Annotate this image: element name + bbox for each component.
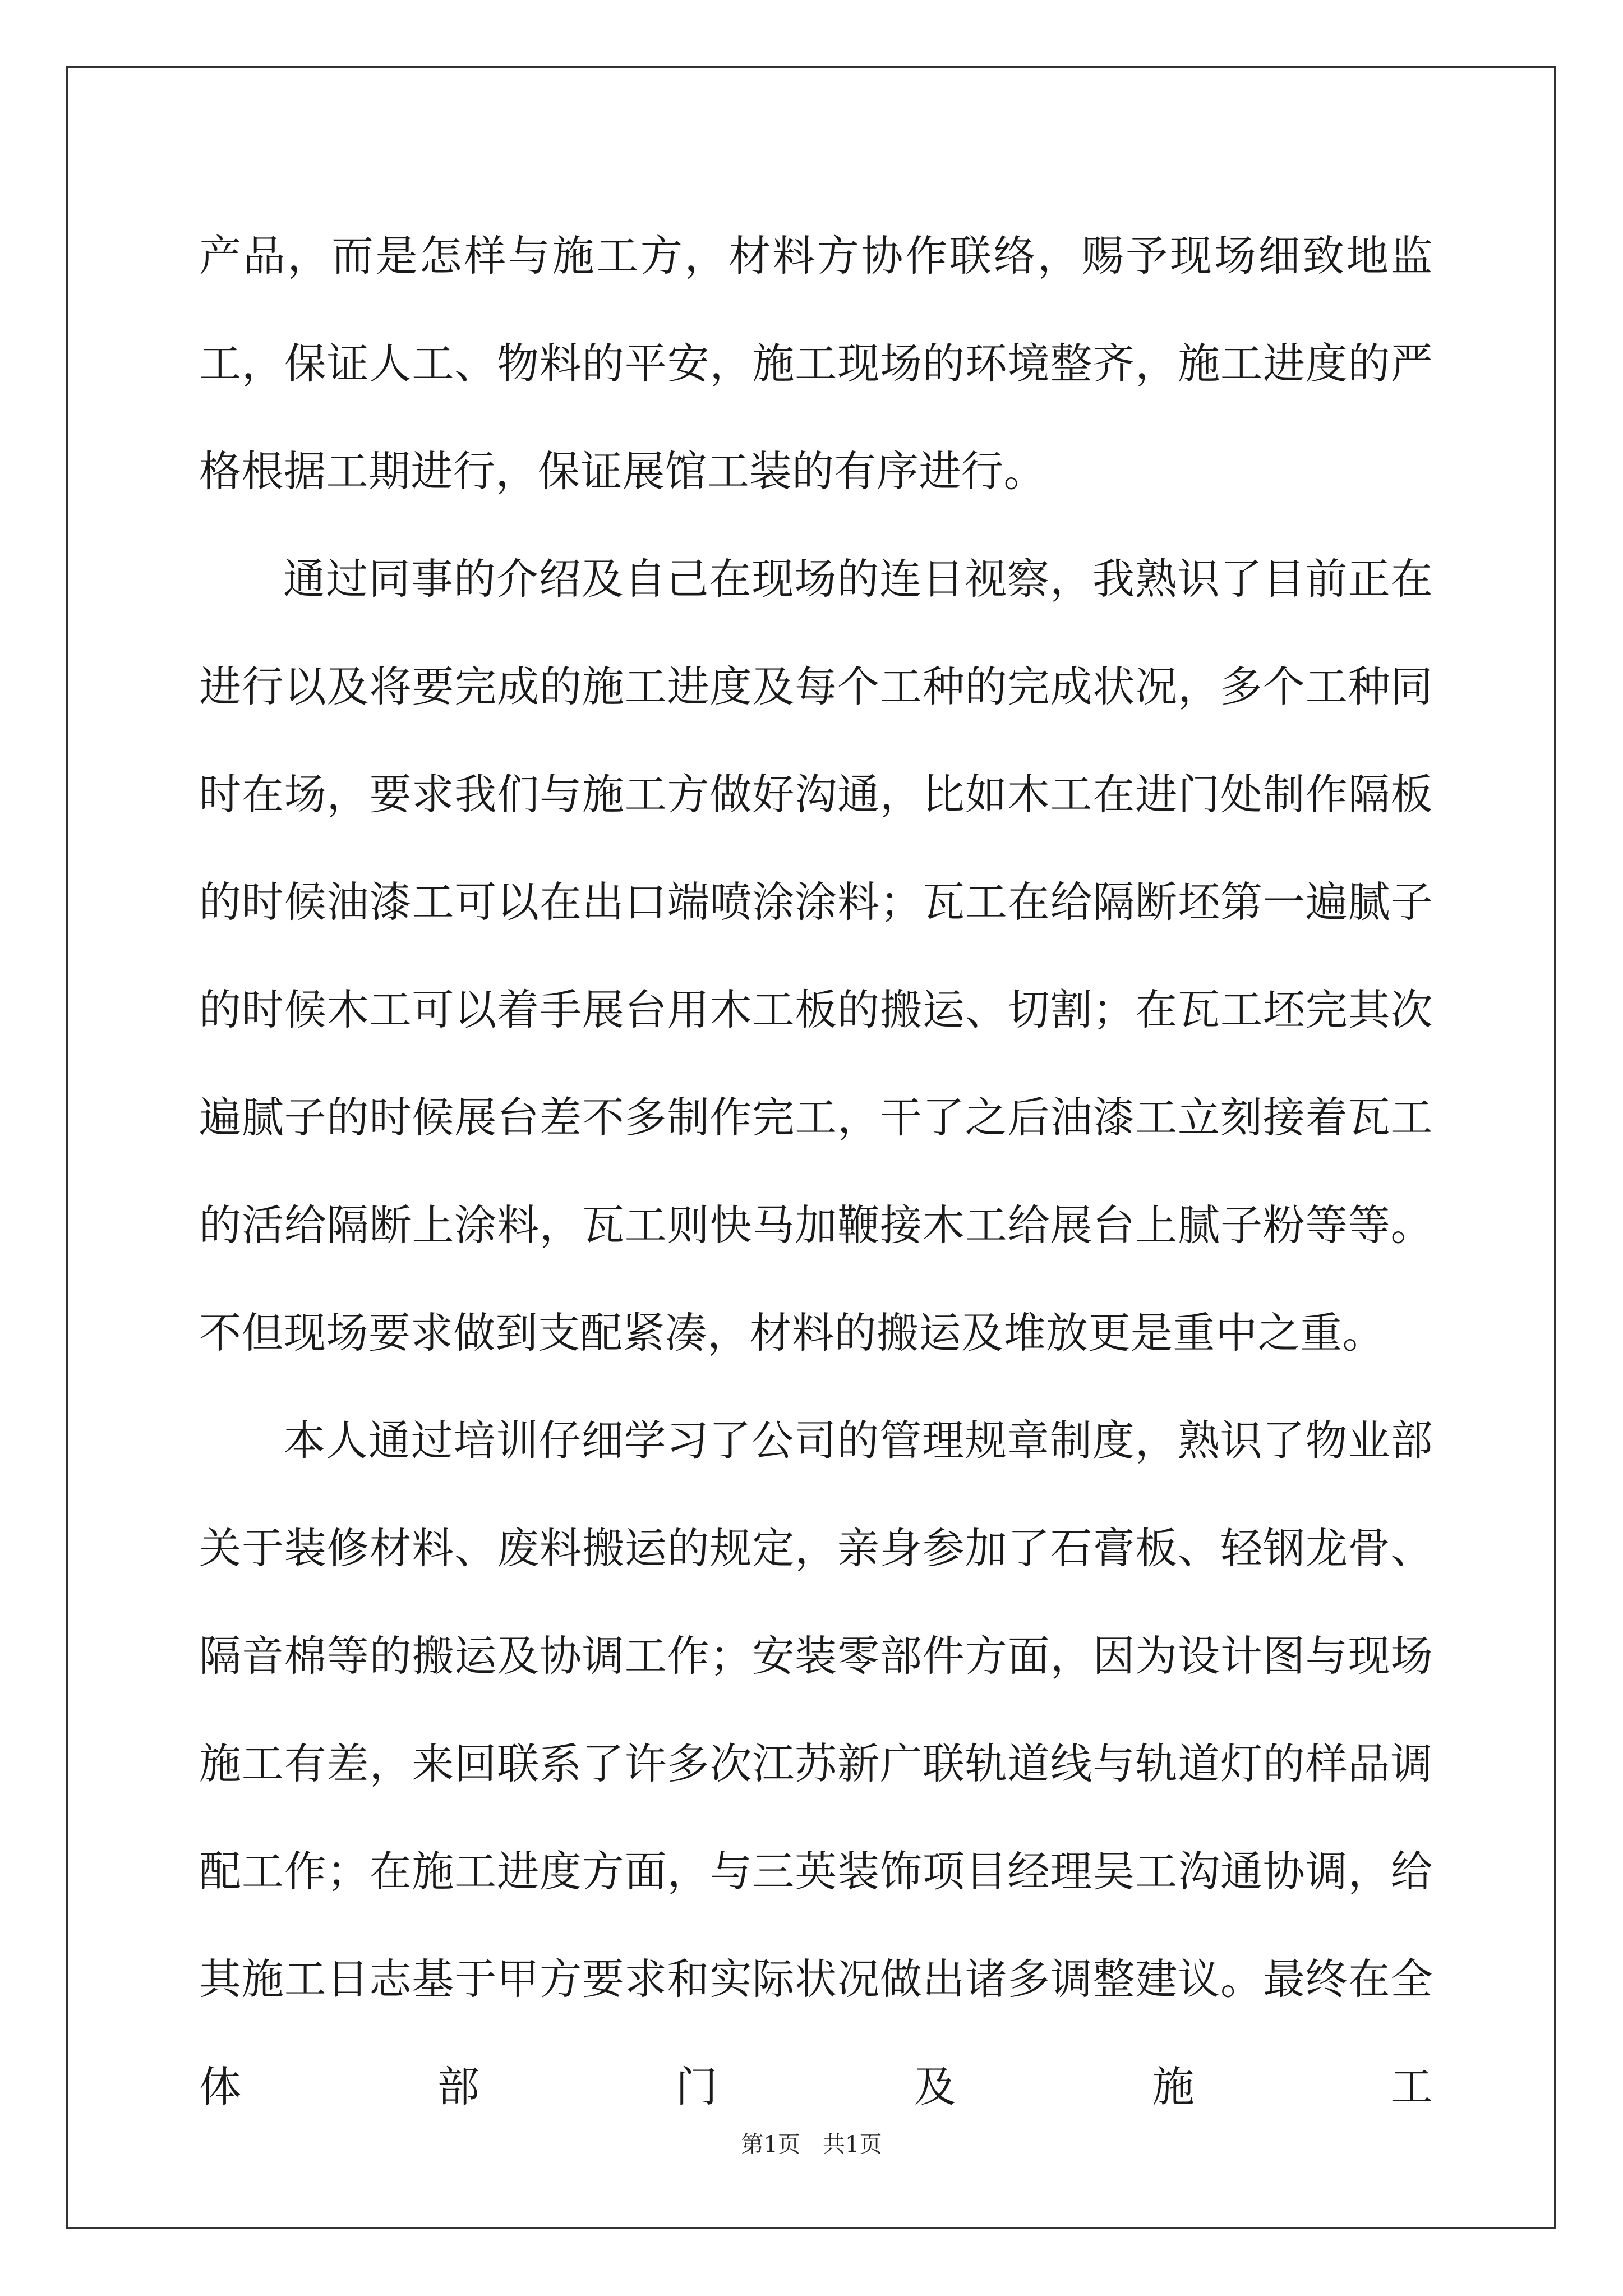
paragraph-training-coordination: 本人通过培训仔细学习了公司的管理规章制度，熟识了物业部关于装修材料、废料搬运的规定，亲身参加了石膏板、轻钢龙骨、隔音棉等的搬运及协调工作；安装零部件方面，因为设计图与现场施工有差，来回联系了许多次江苏新广联轨道线与轨道灯的样品调配工作；在施工进度方面，与三英装饰项目经理吴工沟通协调，给其施工日志基于甲方要求和实际状况做出诸多调整建议。最终在全体部门及施工 — [199, 1416, 1433, 2111]
paragraph-continuation: 产品，而是怎样与施工方，材料方协作联络，赐予现场细致地监工，保证人工、物料的平安，施工现场的环境整齐，施工进度的严格根据工期进行，保证展馆工装的有序进行。 — [199, 231, 1433, 496]
page-number-footer: 第1页 共1页 — [741, 2132, 882, 2157]
document-body — [199, 202, 1433, 2141]
paragraph-construction-progress: 通过同事的介绍及自己在现场的连日视察，我熟识了目前正在进行以及将要完成的施工进度及每个工种的完成状况，多个工种同时在场，要求我们与施工方做好沟通，比如木工在进门处制作隔板的时候油漆工可以在出口端喷涂涂料；瓦工在给隔断坯第一遍腻子的时候木工可以着手展台用木工板的搬运、切割；在瓦工坯完其次遍腻子的时候展台差不多制作完工，干了之后油漆工立刻接着瓦工的活给隔断上涂料，瓦工则快马加鞭接木工给展台上腻子粉等等。不但现场要求做到支配紧凑，材料的搬运及堆放更是重中之重。 — [199, 554, 1433, 1358]
